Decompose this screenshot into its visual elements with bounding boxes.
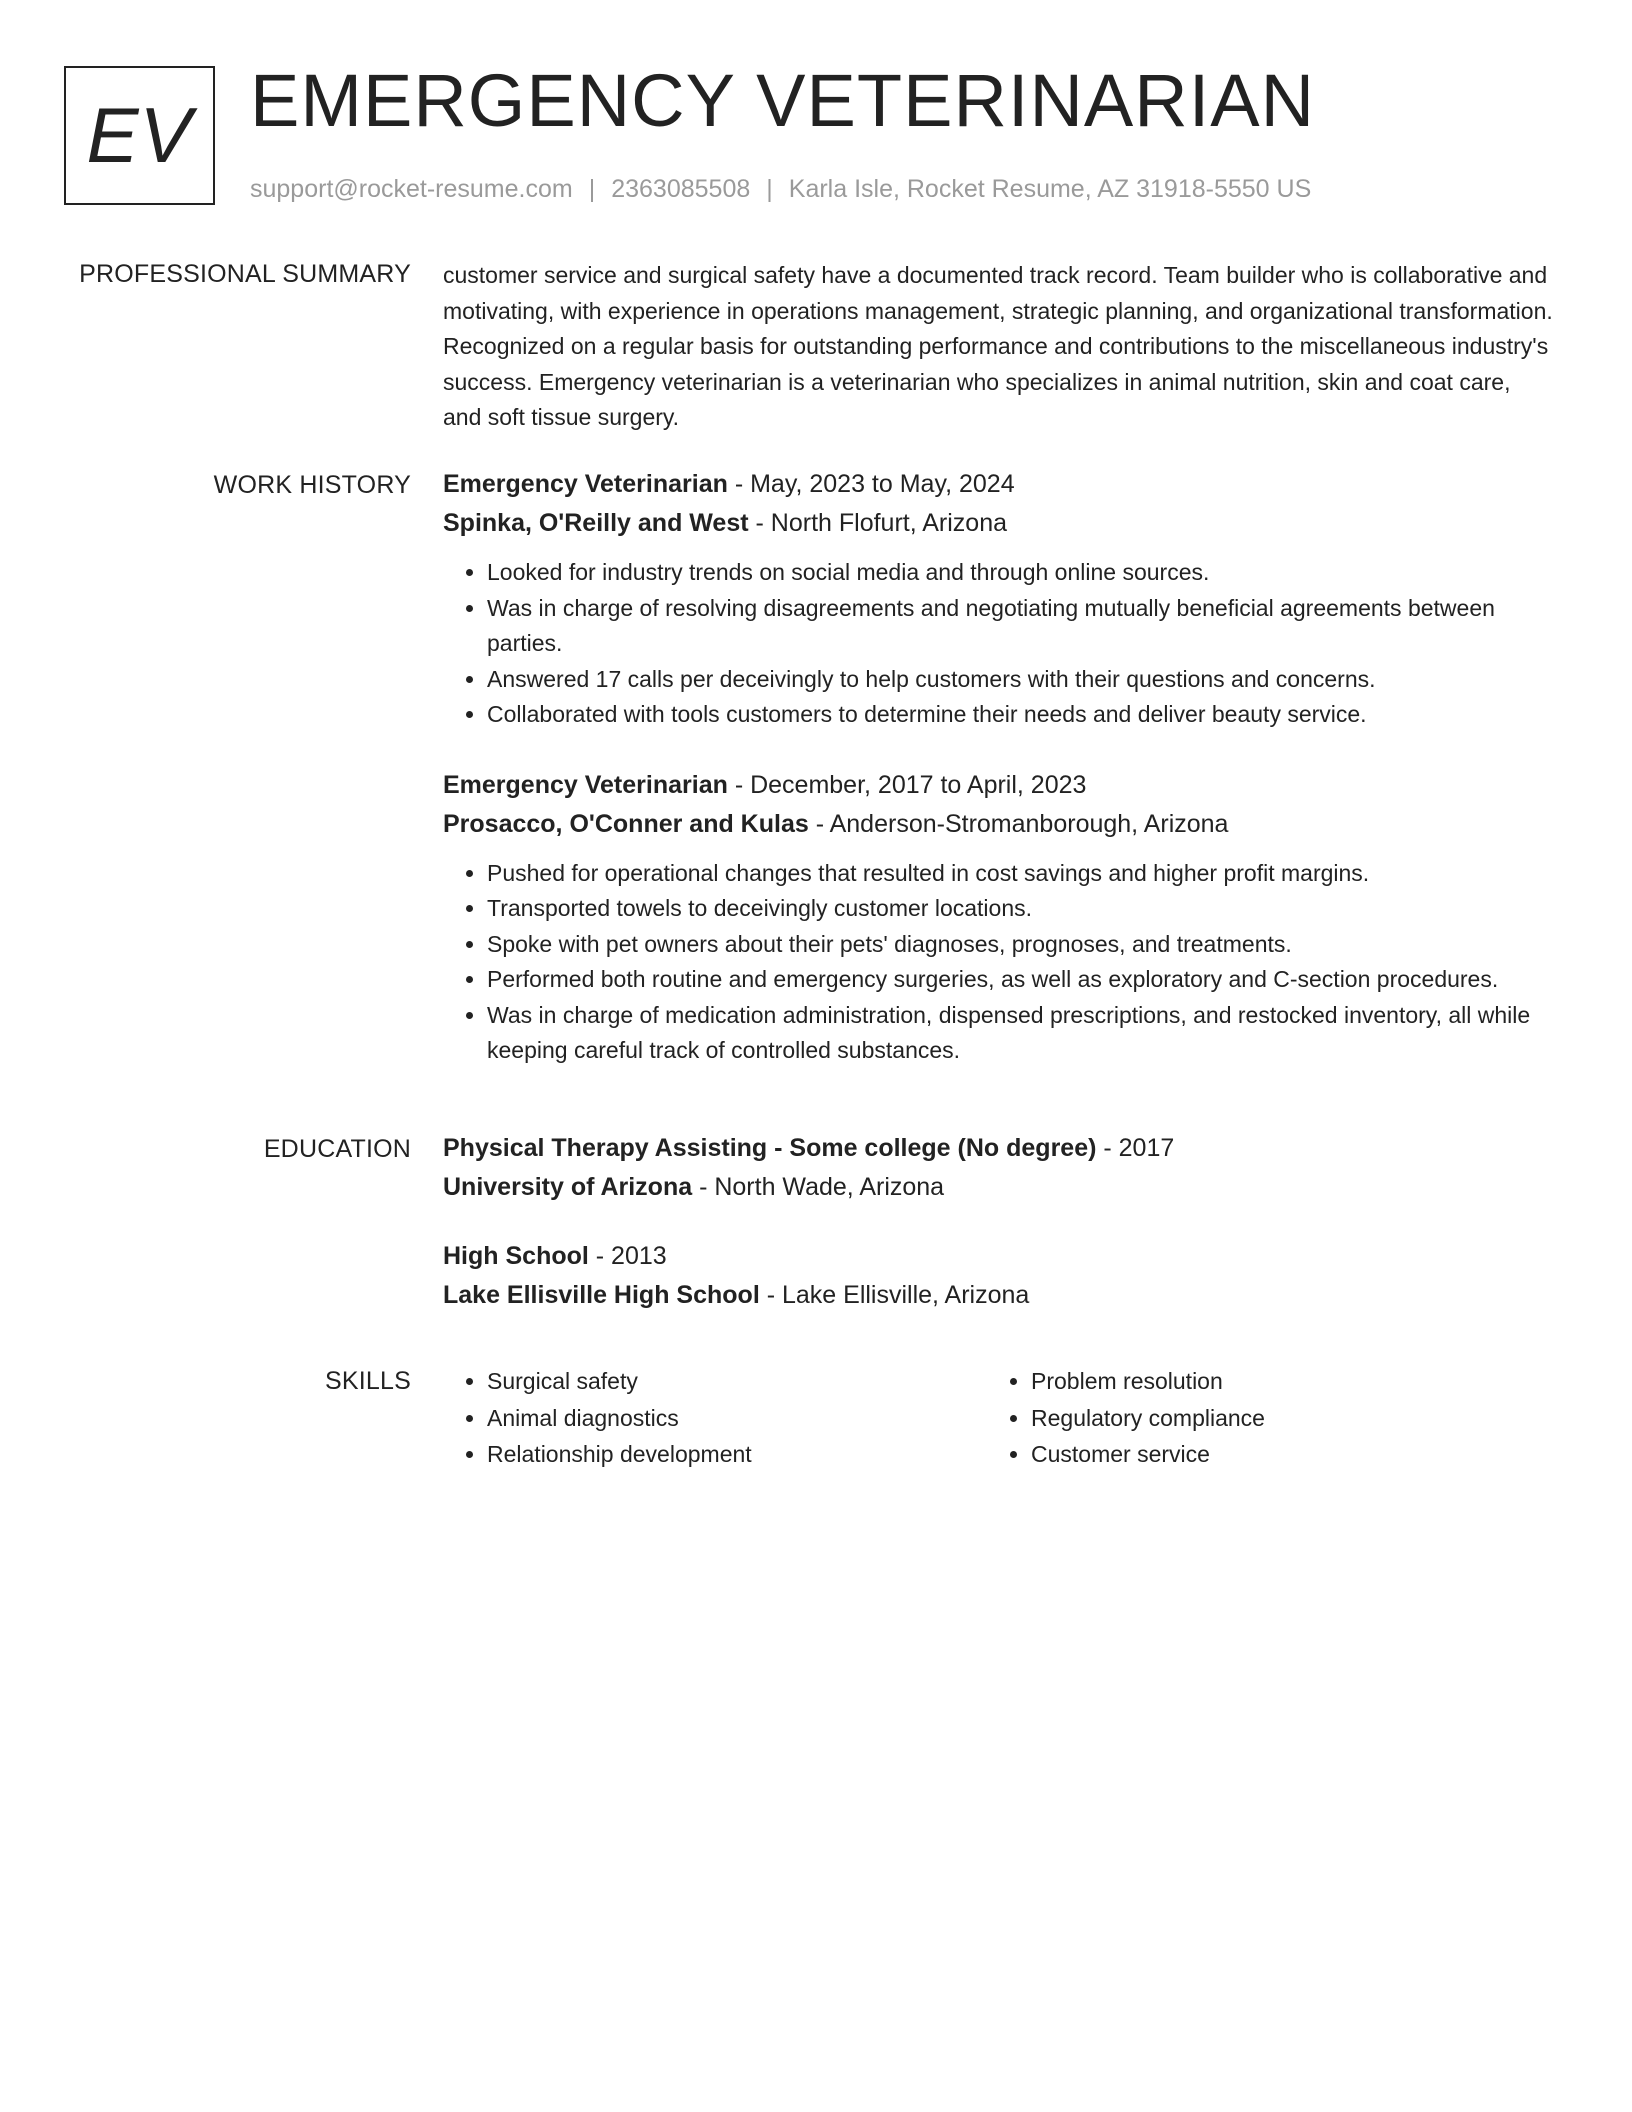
education-school: Lake Ellisville High School bbox=[443, 1281, 760, 1309]
contact-separator: | bbox=[588, 175, 596, 203]
job-bullet: • Transported towels to deceivingly customer locations. bbox=[487, 891, 1555, 927]
job-bullet: • Was in charge of medication administration, dispensed prescriptions, and restocked inventory, all while keeping careful track of controlled substances. bbox=[487, 998, 1555, 1069]
job-entry bbox=[443, 766, 1555, 1069]
skill-item: • Relationship development bbox=[487, 1436, 987, 1473]
job-bullet: • Performed both routine and emergency surgeries, as well as exploratory and C-section procedures. bbox=[487, 962, 1555, 998]
contact-address: Karla Isle, Rocket Resume, AZ 31918-5550 US bbox=[788, 175, 1312, 203]
job-location: - North Flofurt, Arizona bbox=[748, 509, 1008, 537]
education-year: - 2013 bbox=[588, 1242, 667, 1270]
skill-item: • Surgical safety bbox=[487, 1363, 987, 1400]
skills-list-right bbox=[987, 1363, 1531, 1473]
job-bullet: • Was in charge of resolving disagreements and negotiating mutually beneficial agreements between parties. bbox=[487, 591, 1555, 662]
work-history-body bbox=[443, 465, 1555, 1069]
job-bullets bbox=[443, 856, 1555, 1069]
education-location: - Lake Ellisville, Arizona bbox=[759, 1281, 1030, 1309]
skill-item: • Regulatory compliance bbox=[1031, 1400, 1531, 1437]
job-dates: - May, 2023 to May, 2024 bbox=[727, 470, 1015, 498]
summary-heading: PROFESSIONAL SUMMARY bbox=[79, 260, 411, 288]
candidate-name: EMERGENCY VETERINARIAN bbox=[250, 59, 1316, 142]
education-school-line bbox=[443, 1168, 1555, 1207]
summary-text: customer service and surgical safety have a documented track record. Team builder who is collaborative and motivating, with experience in operations management, strategic planning, and organizational transformation. Recognized on a regular basis for outstanding performance and contributions to the miscellaneous industry's success. Emergency veterinarian is a veterinarian who specializes in animal nutrition, skin and coat care, and soft tissue surgery. bbox=[443, 262, 1553, 430]
job-company-line bbox=[443, 805, 1555, 844]
job-bullets bbox=[443, 555, 1555, 733]
education-heading: EDUCATION bbox=[263, 1135, 411, 1163]
job-company-line bbox=[443, 504, 1555, 543]
job-bullet: • Pushed for operational changes that resulted in cost savings and higher profit margins. bbox=[487, 856, 1555, 892]
education-degree: High School bbox=[443, 1242, 589, 1270]
skill-item: • Customer service bbox=[1031, 1436, 1531, 1473]
job-bullet: • Spoke with pet owners about their pets' diagnoses, prognoses, and treatments. bbox=[487, 927, 1555, 963]
skill-item: • Problem resolution bbox=[1031, 1363, 1531, 1400]
education-school: University of Arizona bbox=[443, 1173, 693, 1201]
education-degree: Physical Therapy Assisting - Some college (No degree) bbox=[443, 1134, 1097, 1162]
education-location: - North Wade, Arizona bbox=[692, 1173, 945, 1201]
job-company: Prosacco, O'Conner and Kulas bbox=[443, 809, 809, 838]
monogram-initials: EV bbox=[86, 91, 193, 179]
education-degree-line bbox=[443, 1129, 1555, 1168]
job-location: - Anderson-Stromanborough, Arizona bbox=[808, 809, 1229, 838]
job-bullet: • Collaborated with tools customers to determine their needs and deliver beauty service. bbox=[487, 697, 1555, 733]
job-dates: - December, 2017 to April, 2023 bbox=[727, 770, 1087, 799]
job-role: Emergency Veterinarian bbox=[443, 470, 728, 498]
job-company: Spinka, O'Reilly and West bbox=[443, 509, 749, 537]
job-bullet: • Looked for industry trends on social media and through online sources. bbox=[487, 555, 1555, 591]
monogram-box bbox=[64, 66, 215, 205]
job-role-line bbox=[443, 465, 1555, 504]
job-role: Emergency Veterinarian bbox=[443, 770, 728, 799]
education-body bbox=[443, 1129, 1555, 1315]
skills-body bbox=[443, 1363, 1555, 1473]
education-degree-line bbox=[443, 1237, 1555, 1276]
job-role-line bbox=[443, 766, 1555, 805]
skill-item: • Animal diagnostics bbox=[487, 1400, 987, 1437]
skills-grid bbox=[443, 1363, 1555, 1473]
education-year: - 2017 bbox=[1096, 1134, 1175, 1162]
education-school-line bbox=[443, 1276, 1555, 1315]
contact-email: support@rocket-resume.com bbox=[250, 175, 573, 203]
job-entry bbox=[443, 465, 1555, 733]
education-entry bbox=[443, 1129, 1555, 1207]
work-history-heading: WORK HISTORY bbox=[213, 471, 411, 499]
education-entry bbox=[443, 1237, 1555, 1315]
job-bullet: • Answered 17 calls per deceivingly to help customers with their questions and concerns. bbox=[487, 662, 1555, 698]
skills-heading: SKILLS bbox=[325, 1367, 411, 1395]
skills-list-left bbox=[443, 1363, 987, 1473]
summary-body bbox=[443, 258, 1555, 436]
contact-separator: | bbox=[766, 175, 773, 203]
contact-line bbox=[250, 172, 1311, 206]
contact-phone: 2363085508 bbox=[611, 175, 751, 203]
